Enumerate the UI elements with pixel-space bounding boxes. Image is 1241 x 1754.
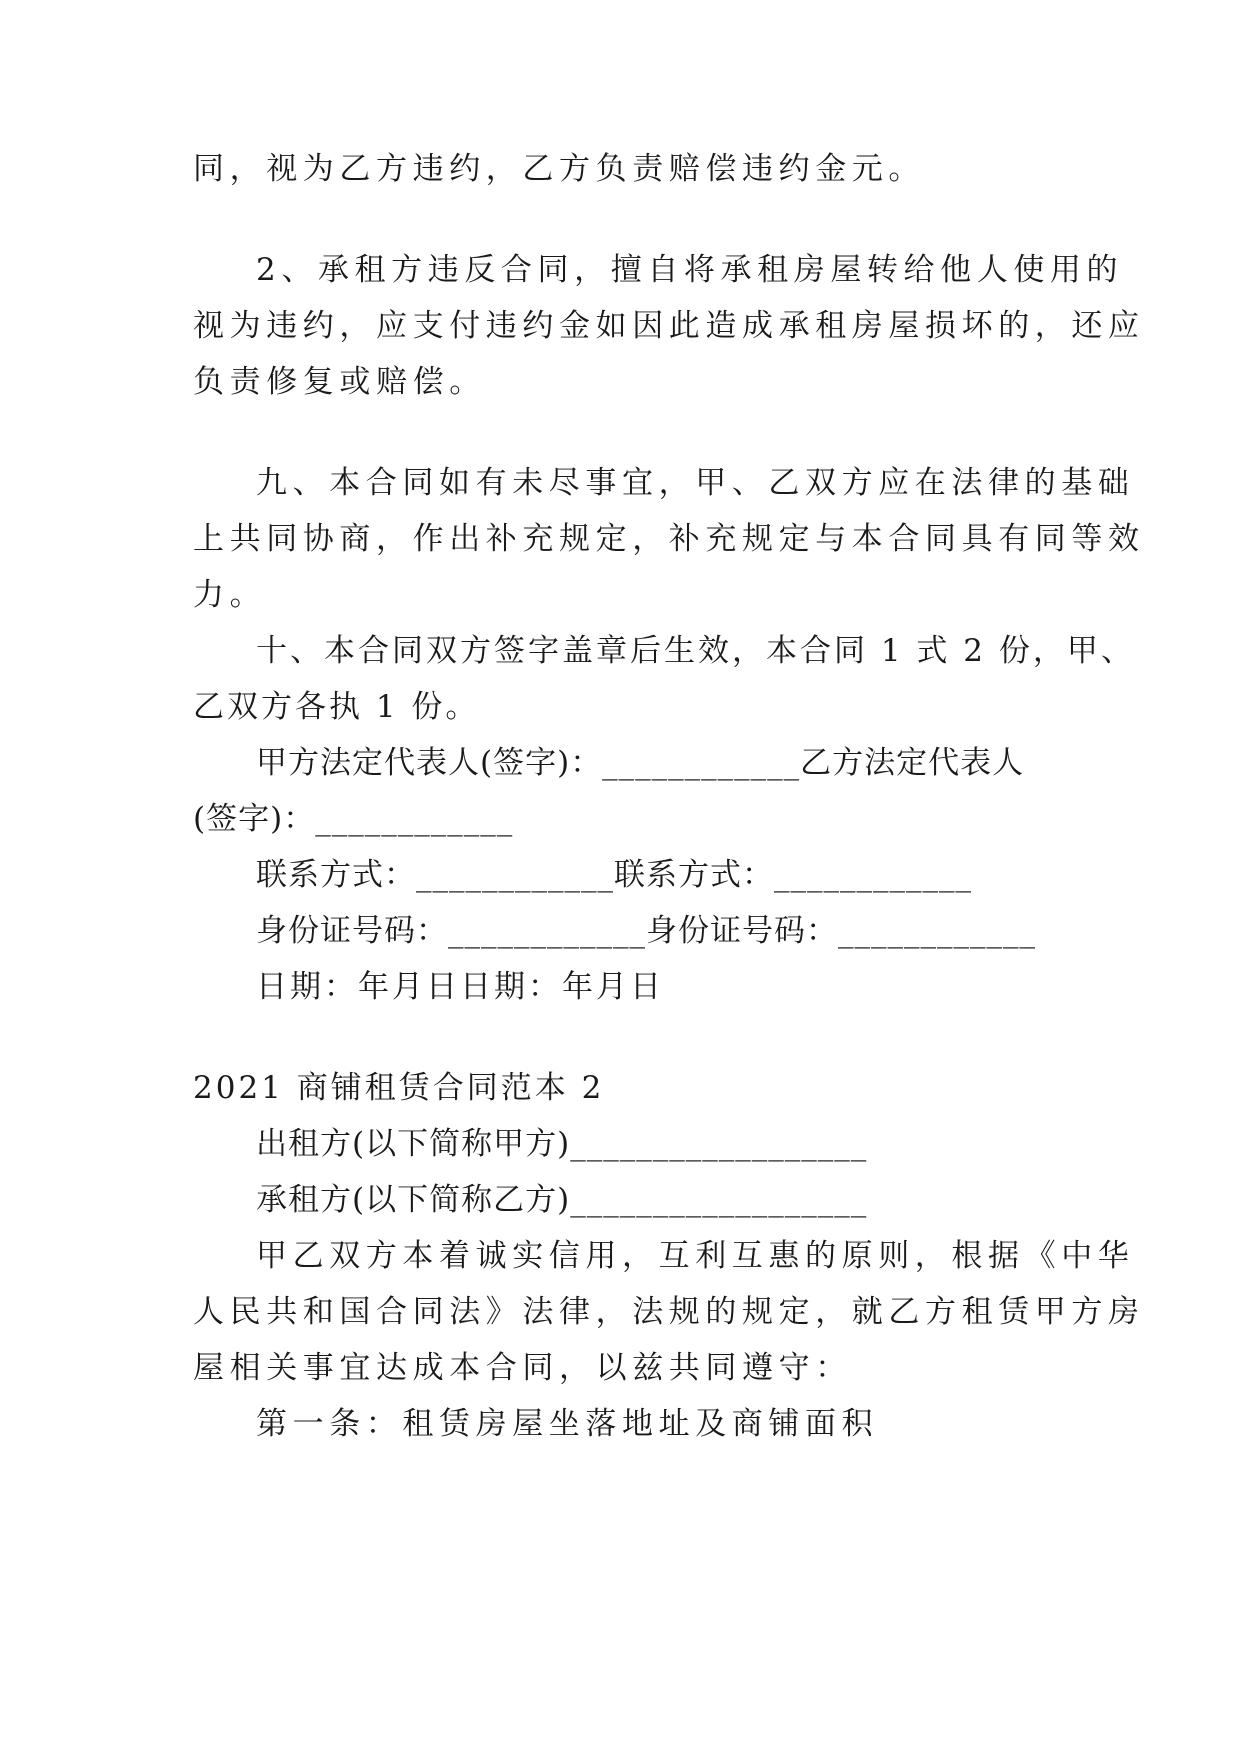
paragraph-line: 九、本合同如有未尽事宜，甲、乙双方应在法律的基础 [256,465,1135,501]
id-number-line: 身份证号码：____________身份证号码：____________ [256,913,1036,949]
party-line: 出租方(以下简称甲方)__________________ [256,1126,868,1162]
paragraph-line: 同，视为乙方违约，乙方负责赔偿违约金元。 [193,151,925,187]
paragraph-line: 2、承租方违反合同，擅自将承租房屋转给他人使用的 [256,252,1124,288]
section-title: 2021 商铺租赁合同范本 2 [193,1070,605,1106]
paragraph-line: 十、本合同双方签字盖章后生效，本合同 1 式 2 份，甲、 [256,633,1135,669]
date-line: 日期：年月日日期：年月日 [256,969,664,1005]
paragraph-line: 甲乙双方本着诚实信用，互利互惠的原则，根据《中华 [256,1238,1135,1274]
paragraph-line: 力。 [193,577,267,613]
paragraph-line: 上共同协商，作出补充规定，补充规定与本合同具有同等效 [193,521,1145,557]
paragraph-line: 负责修复或赔偿。 [193,364,486,400]
signature-line: 甲方法定代表人(签字)：____________乙方法定代表人 [256,745,1025,781]
article-heading: 第一条：租赁房屋坐落地址及商铺面积 [256,1406,879,1442]
paragraph-line: 人民共和国合同法》法律，法规的规定，就乙方租赁甲方房 [193,1294,1145,1330]
paragraph-line: 视为违约，应支付违约金如因此造成承租房屋损坏的，还应 [193,308,1145,344]
contact-line: 联系方式：____________联系方式：____________ [256,857,972,893]
party-line: 承租方(以下简称乙方)__________________ [256,1182,868,1218]
paragraph-line: 乙双方各执 1 份。 [193,689,480,725]
paragraph-line: 屋相关事宜达成本合同，以兹共同遵守： [193,1350,852,1386]
signature-line: (签字)：____________ [193,801,514,837]
